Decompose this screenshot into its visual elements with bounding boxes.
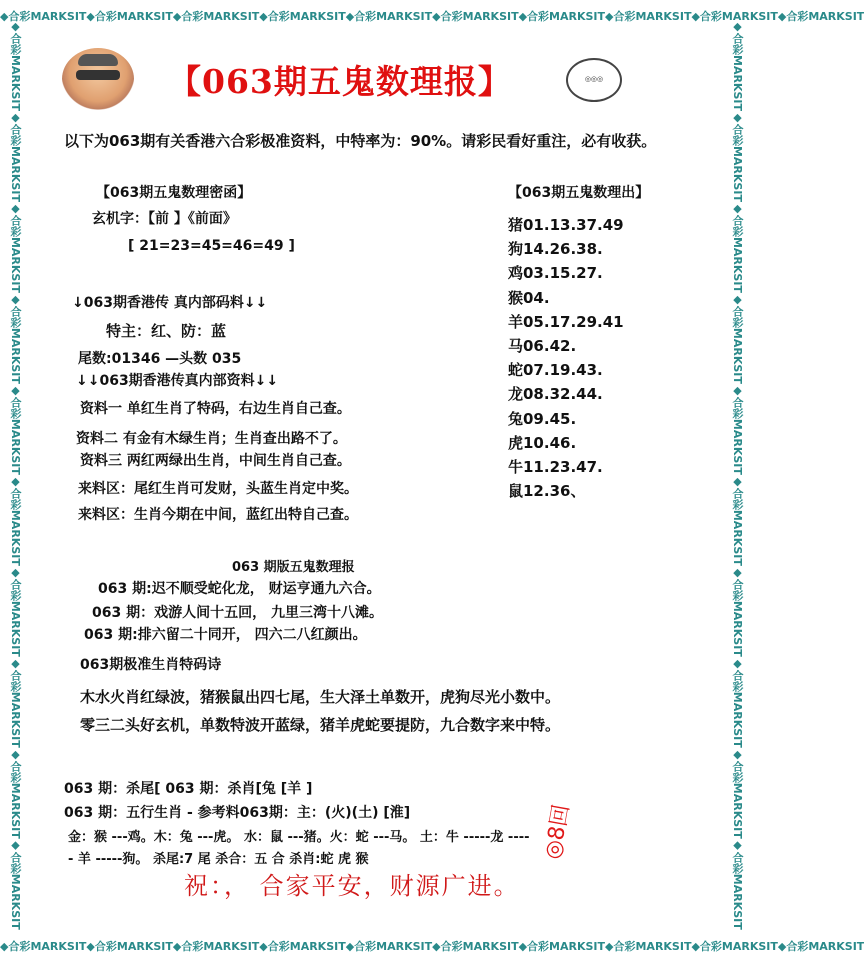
border-top: ◆合彩MARKSIT◆合彩MARKSIT◆合彩MARKSIT◆合彩MARKSIT◆合彩MARKSIT◆合彩MARKSIT◆合彩MARKSIT◆合彩MARKSIT◆合彩MARKSIT◆合彩MARKSIT (0, 10, 864, 23)
seal-icon: ◎◎◎ (584, 75, 604, 83)
border-left-text: ◆合彩MARKSIT◆合彩MARKSIT◆合彩MARKSIT◆合彩MARKSIT◆合彩MARKSIT◆合彩MARKSIT◆合彩MARKSIT◆合彩MARKSIT◆合彩MARKSIT◆合彩MARKSIT (9, 20, 22, 930)
avatar-image (62, 48, 134, 110)
weishu-line: 尾数:01346 —头数 035 (78, 351, 242, 367)
border-bottom: ◆合彩MARKSIT◆合彩MARKSIT◆合彩MARKSIT◆合彩MARKSIT◆合彩MARKSIT◆合彩MARKSIT◆合彩MARKSIT◆合彩MARKSIT◆合彩MARKSIT◆合彩MARKSIT (0, 940, 864, 953)
zodiac-item: 虎10.46. (508, 433, 577, 452)
special-line-2: 零三二头好玄机，单数特波开蓝绿，猪羊虎蛇要提防，九合数字来中特。 (80, 716, 561, 734)
zodiac-item: 牛11.23.47. (508, 458, 603, 476)
footer-line-4: - 羊 -----狗。 杀尾:7 尾 杀合：五 合 杀肖:蛇 虎 猴 (68, 852, 369, 867)
wish-text: 祝：， 合家平安，财源广进。 (184, 872, 520, 900)
border-right (726, 20, 748, 940)
red-stamp: ◎8回 (540, 802, 575, 862)
zodiac-item: 马06.42. (508, 337, 577, 355)
zodiac-title: 【063期五鬼数理出】 (508, 185, 650, 201)
special-line-1: 木水火肖红绿波，猪猴鼠出四七尾，生大泽土单数开，虎狗尽光小数中。 (80, 688, 561, 706)
laiqu2-line: 来料区：生肖今期在中间，蓝红出特自己查。 (78, 507, 358, 523)
footer-line-3: 金：猴 ---鸡。木：兔 ---虎。 水：鼠 ---猪。火：蛇 ---马。 土：牛 -----龙 ---- (68, 830, 530, 845)
intro-text: 以下为063期有关香港六合彩极准资料，中特率为：90%。请彩民看好重注，必有收获。 (64, 132, 657, 150)
ziliao2-line: 资料二 有金有木绿生肖；生肖查出路不了。 (76, 431, 347, 447)
ziliao3-line: 资料三 两红两绿出生肖，中间生肖自己查。 (80, 453, 351, 469)
xuanji-line: 玄机字：【前 】《前面》 (92, 211, 237, 227)
zodiac-item: 羊05.17.29.41 (508, 312, 624, 331)
footer-line-2: 063 期：五行生肖 - 参考料063期：主：(火)(土) [淮] (64, 805, 411, 821)
zodiac-item: 狗14.26.38. (508, 240, 603, 259)
zodiac-item: 龙08.32.44. (508, 385, 603, 404)
poem-line-3: 063 期:排六留二十同开， 四六二八红颜出。 (84, 627, 367, 643)
zodiac-item: 猴04. (508, 288, 550, 307)
border-right-text: ◆合彩MARKSIT◆合彩MARKSIT◆合彩MARKSIT◆合彩MARKSIT◆合彩MARKSIT◆合彩MARKSIT◆合彩MARKSIT◆合彩MARKSIT◆合彩MARKSIT◆合彩MARKSIT (731, 20, 744, 930)
laiqu1-line: 来料区：尾红生肖可发财，头蓝生肖定中奖。 (78, 481, 358, 497)
equation-line: [ 21=23=45=46=49 ] (128, 238, 295, 254)
poem-line-2: 063 期：戏游人间十五回， 九里三湾十八滩。 (92, 605, 383, 621)
special-title: 063期极准生肖特码诗 (80, 657, 222, 673)
hk-title: ↓063期香港传 真内部码料↓↓ (72, 295, 268, 311)
secret-title: 【063期五鬼数理密函】 (96, 185, 252, 201)
seal-logo (566, 58, 622, 102)
poem-heading: 063 期版五鬼数理报 (232, 560, 355, 575)
zodiac-item: 鼠12.36、 (508, 482, 586, 501)
zodiac-item: 猪01.13.37.49 (508, 216, 624, 234)
hk2-title: ↓↓063期香港传真内部资料↓↓ (76, 373, 279, 389)
tezhu-line: 特主：红、防：蓝 (106, 322, 227, 340)
page-title: 【063期五鬼数理报】 (168, 62, 512, 101)
poem-line-1: 063 期:迟不顺受蛇化龙， 财运亨通九六合。 (98, 581, 381, 597)
zodiac-item: 蛇07.19.43. (508, 361, 603, 380)
border-left (4, 20, 26, 940)
zodiac-item: 兔09.45. (508, 409, 577, 428)
ziliao1-line: 资料一 单红生肖了特码，右边生肖自己查。 (80, 401, 351, 417)
zodiac-item: 鸡03.15.27. (508, 264, 603, 283)
footer-line-1: 063 期：杀尾[ 063 期：杀肖[兔 [羊 ] (64, 781, 313, 797)
